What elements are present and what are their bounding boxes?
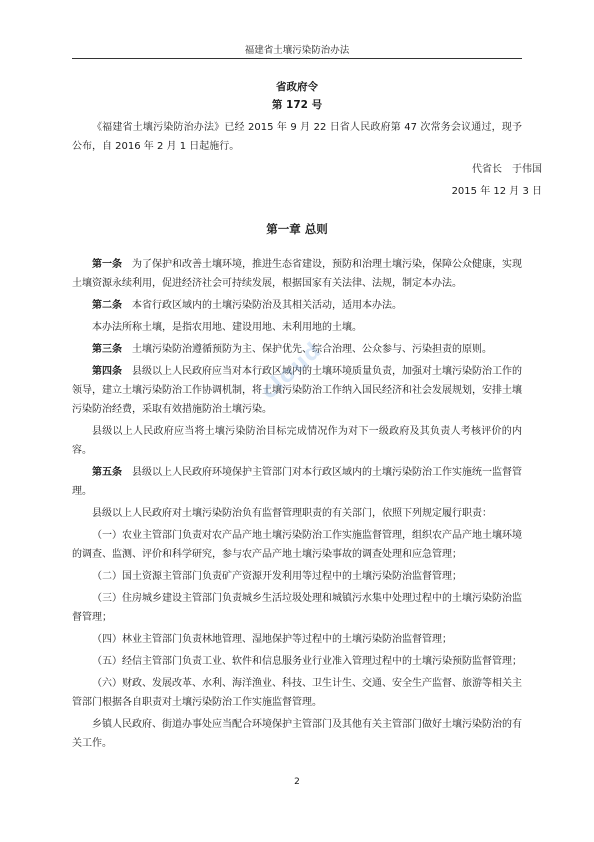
paragraph-text: （一）农业主管部门负责对农产品产地土壤污染防治工作实施监督管理，组织农产品产地土壤环境的调查、监测、评价和科学研究，参与农产品产地土壤污染事故的调查处理和应急管理； (72, 530, 522, 560)
decree-block (72, 78, 522, 114)
paragraph (72, 463, 522, 501)
article-number: 第三条 (92, 344, 122, 355)
paragraph-text: （二）国土资源主管部门负责矿产资源开发利用等过程中的土壤污染防治监督管理； (92, 571, 462, 582)
header-divider (72, 58, 522, 59)
paragraph-text: 县级以上人民政府应当将土壤污染防治目标完成情况作为对下一级政府及其负责人考核评价的内容。 (72, 426, 522, 456)
article-number: 第二条 (92, 300, 122, 311)
paragraph (72, 318, 522, 337)
running-header: 福建省土壤污染防治办法 (244, 45, 350, 56)
paragraph-text: （四）林业主管部门负责林地管理、湿地保护等过程中的土壤污染防治监督管理； (92, 634, 452, 645)
paragraph-text: （六）财政、发展改革、水利、海洋渔业、科技、卫生计生、交通、安全生产监督、旅游等相关主管部门根据各自职责对土壤污染防治工作实施监督管理。 (72, 678, 522, 708)
paragraph-text: 县级以上人民政府环境保护主管部门对本行政区域内的土壤污染防治工作实施统一监督管理。 (72, 467, 522, 497)
signer: 代省长 于伟国 (472, 164, 542, 175)
paragraph (72, 255, 522, 293)
paragraph-text: 为了保护和改善土壤环境，推进生态省建设，预防和治理土壤污染，保障公众健康，实现土壤资源永续利用，促进经济社会可持续发展，根据国家有关法律、法规，制定本办法。 (72, 259, 522, 289)
paragraph (72, 652, 522, 671)
watermark-logo: cloud (256, 337, 327, 405)
paragraph-text: （五）经信主管部门负责工业、软件和信息服务业行业准入管理过程中的土壤污染预防监督管理； (92, 656, 522, 667)
decree-number: 第 172 号 (271, 99, 323, 111)
chapter-title: 第一章 总则 (266, 222, 328, 236)
paragraph-text: （三）住房城乡建设主管部门负责城乡生活垃圾处理和城镇污水集中处理过程中的土壤污染防治监督管理； (72, 593, 522, 623)
paragraph-text: 土壤污染防治遵循预防为主、保护优先、综合治理、公众参与、污染担责的原则。 (132, 344, 492, 355)
paragraph (72, 422, 522, 460)
signing-date: 2015 年 12 月 3 日 (451, 186, 542, 197)
paragraph-text: 乡镇人民政府、街道办事处应当配合环境保护主管部门及其他有关主管部门做好土壤污染防治的有关工作。 (72, 719, 522, 749)
paragraph (72, 674, 522, 712)
document-body (72, 255, 522, 756)
article-number: 第五条 (92, 467, 122, 478)
paragraph-text: 县级以上人民政府应当对本行政区域内的土壤环境质量负责，加强对土壤污染防治工作的领导，建立土壤污染防治工作协调机制，将土壤污染防治工作纳入国民经济和社会发展规划，安排土壤污染防治经费，采取有效措施防治土壤污染。 (72, 366, 522, 415)
paragraph-text: 县级以上人民政府对土壤污染防治负有监督管理职责的有关部门，依照下列规定履行职责： (92, 508, 492, 519)
paragraph (72, 504, 522, 523)
paragraph-text: 本办法所称土壤，是指农用地、建设用地、未利用地的土壤。 (92, 322, 362, 333)
paragraph-text: 本省行政区域内的土壤污染防治及其相关活动，适用本办法。 (132, 300, 402, 311)
decree-title: 省政府令 (276, 81, 318, 93)
paragraph (72, 296, 522, 315)
article-number: 第四条 (92, 366, 122, 377)
announcement: 《福建省土壤污染防治办法》已经 2015 年 9 月 22 日省人民政府第 47 次常务会议通过，现予公布，自 2016 年 2 月 1 日起施行。 (72, 122, 522, 152)
page-number: 2 (294, 777, 300, 787)
paragraph (72, 567, 522, 586)
paragraph (72, 630, 522, 649)
paragraph (72, 589, 522, 627)
paragraph (72, 526, 522, 564)
paragraph (72, 715, 522, 753)
article-number: 第一条 (92, 259, 122, 270)
